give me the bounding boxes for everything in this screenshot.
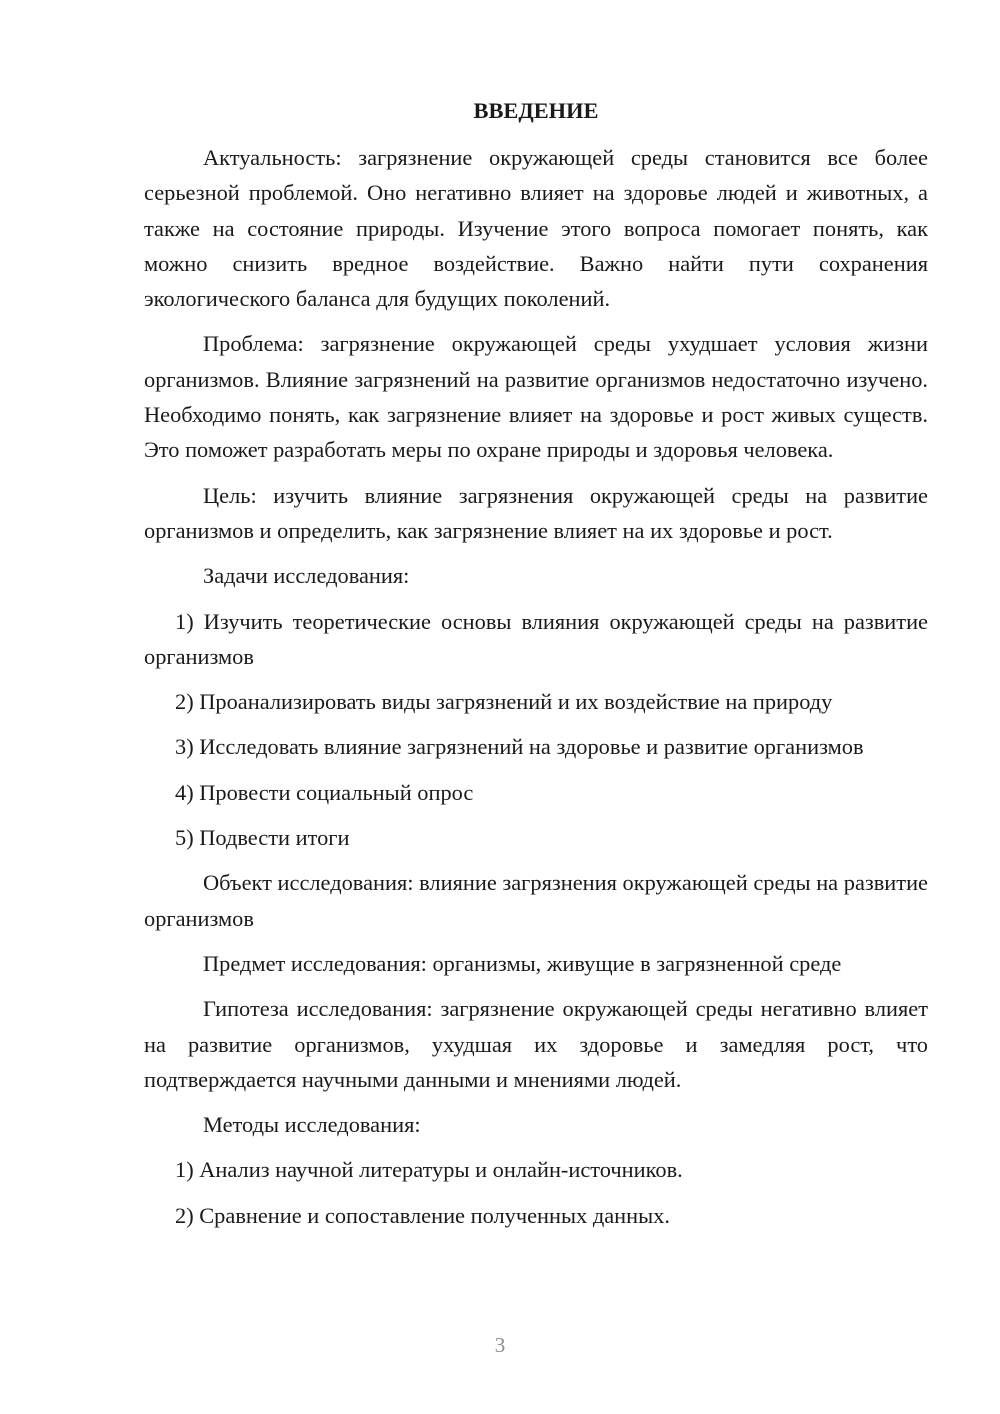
research-object: Объект исследования: влияние загрязнения окружающей среды на развитие организмов (144, 870, 928, 931)
tasks-heading: Задачи исследования: (203, 563, 410, 589)
research-hypothesis: Гипотеза исследования: загрязнение окружающей среды негативно влияет на развитие организмов, ухудшая их здоровье и замедляя рост, что подтверждается научными данными и мнениями людей. (144, 996, 928, 1092)
task-item: 3) Исследовать влияние загрязнений на здоровье и развитие организмов (175, 734, 864, 760)
task-item: 5) Подвести итоги (175, 825, 350, 851)
methods-heading: Методы исследования: (203, 1112, 421, 1138)
page-title: ВВЕДЕНИЕ (473, 98, 599, 123)
task-item: 4) Провести социальный опрос (175, 779, 474, 805)
page-content (144, 93, 928, 1233)
research-subject: Предмет исследования: организмы, живущие в загрязненной среде (203, 950, 842, 976)
relevance-paragraph: Актуальность: загрязнение окружающей среды становится все более серьезной проблемой. Оно негативно влияет на здоровье людей и животных, а также на состояние природы. Изучение этого вопроса помогает понять, как можно снизить вредное воздействие. Важно найти пути сохранения экологического баланса для будущих поколений. (144, 145, 928, 312)
goal-paragraph: Цель: изучить влияние загрязнения окружающей среды на развитие организмов и определить, как загрязнение влияет на их здоровье и рост. (144, 482, 928, 543)
method-item: 2) Сравнение и сопоставление полученных данных. (175, 1202, 670, 1228)
page-number: 3 (494, 1333, 506, 1357)
task-item: 1) Изучить теоретические основы влияния окружающей среды на развитие организмов (144, 608, 928, 669)
method-item: 1) Анализ научной литературы и онлайн-источников. (175, 1157, 683, 1183)
problem-paragraph: Проблема: загрязнение окружающей среды ухудшает условия жизни организмов. Влияние загрязнений на развитие организмов недостаточно изучено. Необходимо понять, как загрязнение влияет на здоровье и рост живых существ. Это поможет разработать меры по охране природы и здоровья человека. (144, 331, 928, 463)
task-item: 2) Проанализировать виды загрязнений и их воздействие на природу (175, 689, 833, 715)
